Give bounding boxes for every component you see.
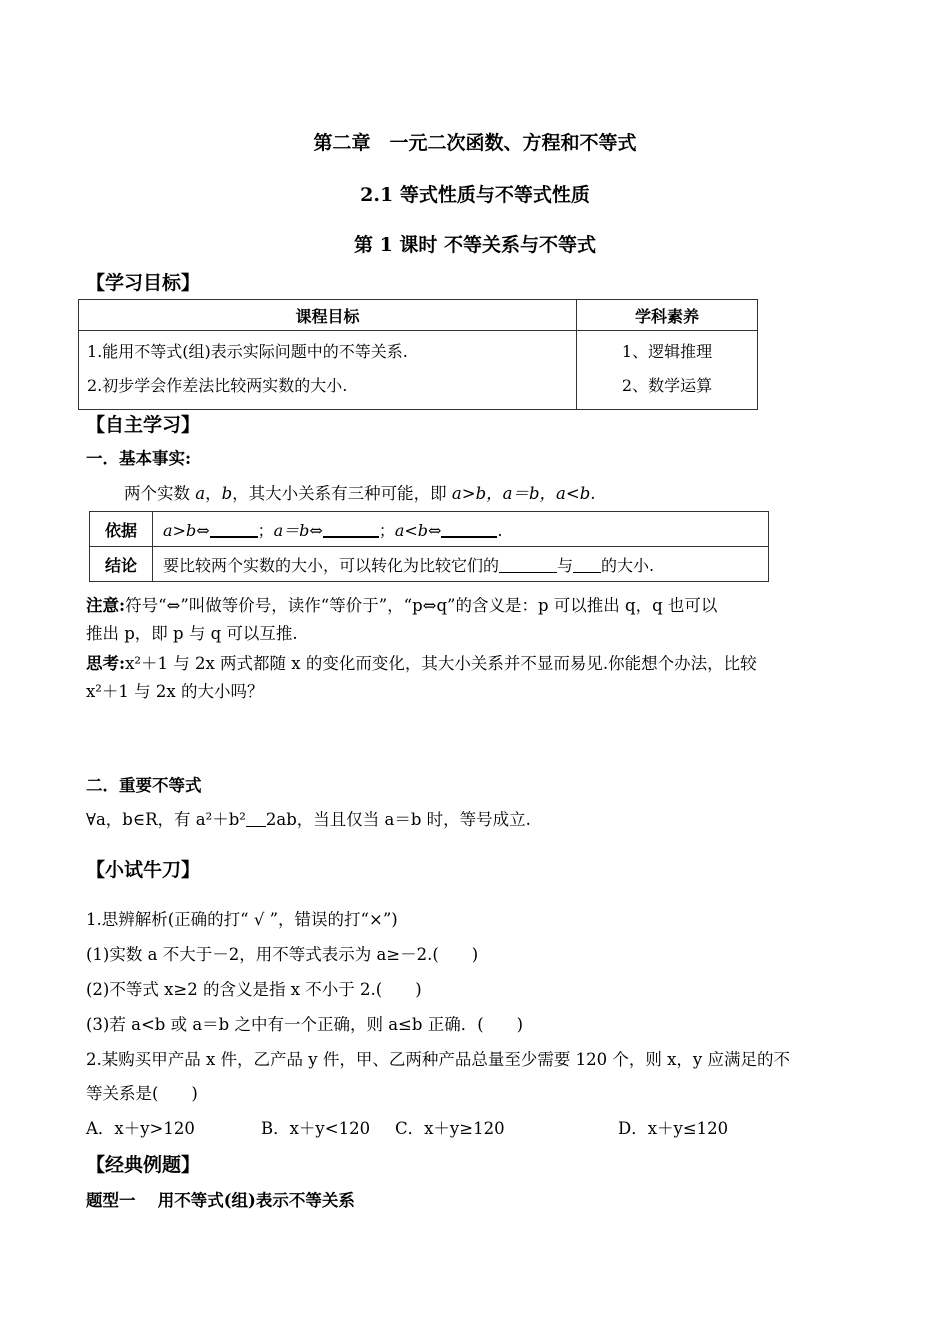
basic-facts-text (124, 480, 596, 504)
think-line-1 (86, 650, 757, 674)
lesson-title: 第 1 课时 不等关系与不等式 (353, 234, 597, 256)
text-part: ， (205, 484, 222, 503)
fill-blank[interactable] (210, 521, 258, 538)
conclusion-label: 结论 (90, 547, 153, 582)
learning-goals-heading: 【学习目标】 (86, 272, 201, 294)
text-part: 两个实数 (124, 484, 196, 503)
question-2-line-1: 2.某购买甲产品 x 件，乙产品 y 件，甲、乙两种产品总量至少需要 120 个，则 x，y 应满足的不 (86, 1050, 790, 1069)
conclusion-text: 要比较两个实数的大小，可以转化为比较它们的 (163, 555, 500, 575)
examples-heading: 【经典例题】 (86, 1154, 201, 1176)
option-c[interactable]: C．x＋y≥120 (395, 1119, 505, 1138)
conclusion-cell (153, 547, 769, 582)
course-goals-cell (79, 331, 577, 410)
think-label: 思考: (86, 654, 126, 673)
note-line-2: 推出 p，即 p 与 q 可以互推. (86, 624, 298, 643)
important-inequality-title: 二．重要不等式 (86, 776, 202, 795)
literacy-cell (577, 331, 758, 410)
section-title: 2.1 等式性质与不等式性质 (360, 184, 590, 206)
basic-facts-table (89, 511, 769, 582)
question-1-3: (3)若 a<b 或 a＝b 之中有一个正确，则 a≤b 正确．( ) (86, 1015, 524, 1034)
course-goal-item: 1.能用不等式(组)表示实际问题中的不等关系. (87, 342, 408, 361)
option-a[interactable]: A．x＋y>120 (86, 1119, 195, 1138)
note-line-1 (86, 592, 717, 616)
literacy-item: 2、数学运算 (621, 376, 713, 395)
fill-blank[interactable] (441, 521, 497, 538)
text-part: ，其大小关系有三种可能，即 (232, 484, 452, 503)
period: . (497, 520, 503, 540)
course-goal-item: 2.初步学会作差法比较两实数的大小. (87, 376, 348, 395)
try-it-heading: 【小试牛刀】 (86, 859, 201, 881)
literacy-item: 1、逻辑推理 (621, 342, 713, 361)
self-study-heading: 【自主学习】 (86, 414, 201, 436)
question-1-2: (2)不等式 x≥2 的含义是指 x 不小于 2.( ) (86, 980, 422, 999)
note-text: 符号“⇔”叫做等价号，读作“等价于”，“p⇔q”的含义是：p 可以推出 q，q 也可以 (125, 596, 718, 615)
literacy-header: 学科素养 (577, 300, 758, 331)
basis-lt: a<b⇔ (394, 520, 442, 540)
text-part: 与 (557, 555, 574, 575)
important-inequality-text (86, 806, 531, 830)
text-part: 的大小. (601, 555, 655, 575)
option-d[interactable]: D．x＋y≤120 (618, 1119, 729, 1138)
course-goals-header: 课程目标 (79, 300, 577, 331)
think-line-2: x²＋1 与 2x 的大小吗？ (86, 682, 264, 701)
fill-blank[interactable] (323, 521, 379, 538)
fill-blank[interactable] (573, 557, 601, 573)
note-label: 注意: (86, 596, 126, 615)
learning-goals-table (78, 299, 758, 410)
fill-blank[interactable] (246, 811, 266, 827)
inequality-right: 2ab，当且仅当 a＝b 时，等号成立. (265, 810, 531, 829)
var-b: b (221, 484, 233, 503)
fill-blank[interactable] (499, 557, 557, 573)
basic-facts-title: 一．基本事实: (86, 449, 192, 468)
chapter-title: 第二章 一元二次函数、方程和不等式 (313, 132, 637, 154)
question-1: 1.思辨解析(正确的打“ √ ”，错误的打“×”) (86, 910, 398, 929)
separator: ； (378, 520, 395, 540)
option-b[interactable]: B．x＋y<120 (261, 1119, 371, 1138)
separator: ； (257, 520, 274, 540)
relations: a>b，a＝b，a<b. (451, 484, 596, 503)
basis-label: 依据 (90, 512, 153, 547)
basis-gt: a>b⇔ (163, 520, 210, 540)
think-text: x²＋1 与 2x 两式都随 x 的变化而变化，其大小关系并不显而易见.你能想个办法，比较 (125, 654, 757, 673)
example-type-1: 题型一 用不等式(组)表示不等关系 (86, 1191, 355, 1210)
var-a: a (195, 484, 206, 503)
question-1-1: (1)实数 a 不大于－2，用不等式表示为 a≥－2.( ) (86, 945, 479, 964)
basis-cell (153, 512, 769, 547)
question-2-line-2: 等关系是( ) (86, 1084, 198, 1103)
basis-eq: a＝b⇔ (273, 520, 323, 540)
inequality-left: ∀a，b∈R，有 a²＋b² (86, 810, 246, 829)
